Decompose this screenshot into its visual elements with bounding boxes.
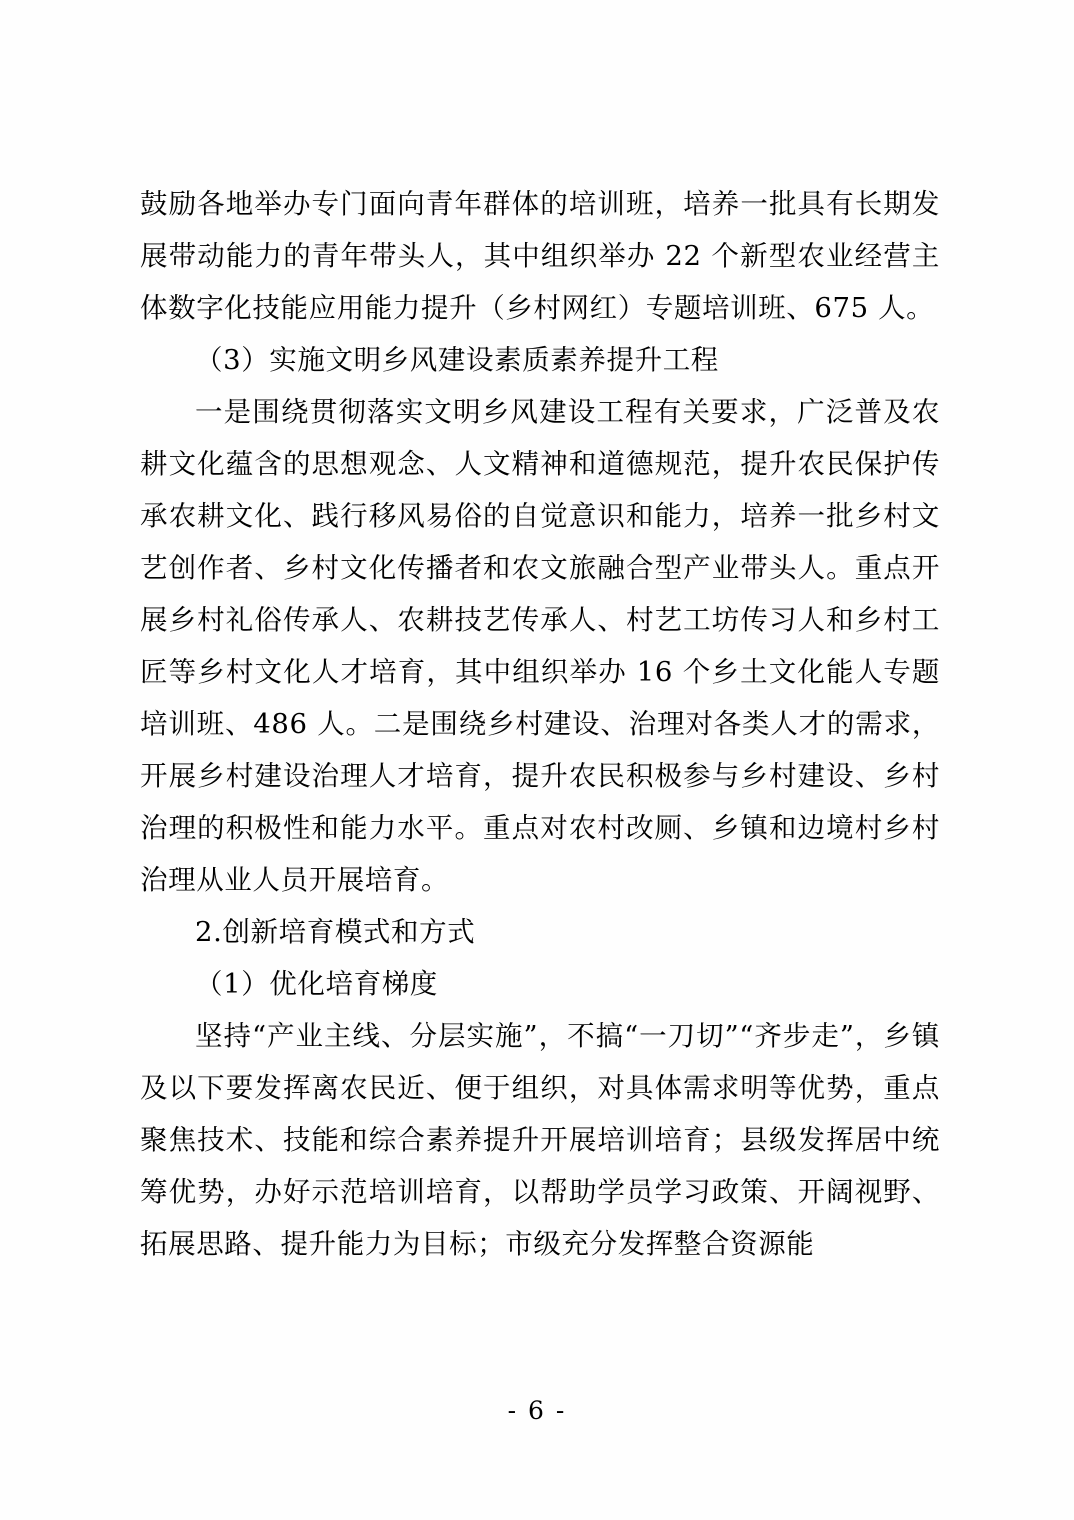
page-number: - 6 -	[507, 1396, 567, 1425]
document-body	[140, 178, 940, 1270]
paragraph-1: 鼓励各地举办专门面向青年群体的培训班，培养一批具有长期发展带动能力的青年带头人，其中组织举办 22 个新型农业经营主体数字化技能应用能力提升（乡村网红）专题培训班、675 人。	[140, 188, 940, 324]
paragraph-6: 坚持“产业主线、分层实施”，不搞“一刀切”“齐步走”，乡镇及以下要发挥离农民近、便于组织，对具体需求明等优势，重点聚焦技术、技能和综合素养提升开展培训培育；县级发挥居中统筹优势，办好示范培训培育，以帮助学员学习政策、开阔视野、拓展思路、提升能力为目标；市级充分发挥整合资源能	[140, 1020, 940, 1260]
paragraph-4: 2.创新培育模式和方式	[195, 916, 476, 948]
paragraph-5: （1）优化培育梯度	[195, 968, 438, 1000]
paragraph-3: 一是围绕贯彻落实文明乡风建设工程有关要求，广泛普及农耕文化蕴含的思想观念、人文精神和道德规范，提升农民保护传承农耕文化、践行移风易俗的自觉意识和能力，培养一批乡村文艺创作者、乡村文化传播者和农文旅融合型产业带头人。重点开展乡村礼俗传承人、农耕技艺传承人、村艺工坊传习人和乡村工匠等乡村文化人才培育，其中组织举办 16 个乡土文化能人专题培训班、486 人。二是围绕乡村建设、治理对各类人才的需求，开展乡村建设治理人才培育，提升农民积极参与乡村建设、乡村治理的积极性和能力水平。重点对农村改厕、乡镇和边境村乡村治理从业人员开展培育。	[140, 396, 940, 896]
paragraph-2: （3）实施文明乡风建设素质素养提升工程	[195, 344, 719, 376]
